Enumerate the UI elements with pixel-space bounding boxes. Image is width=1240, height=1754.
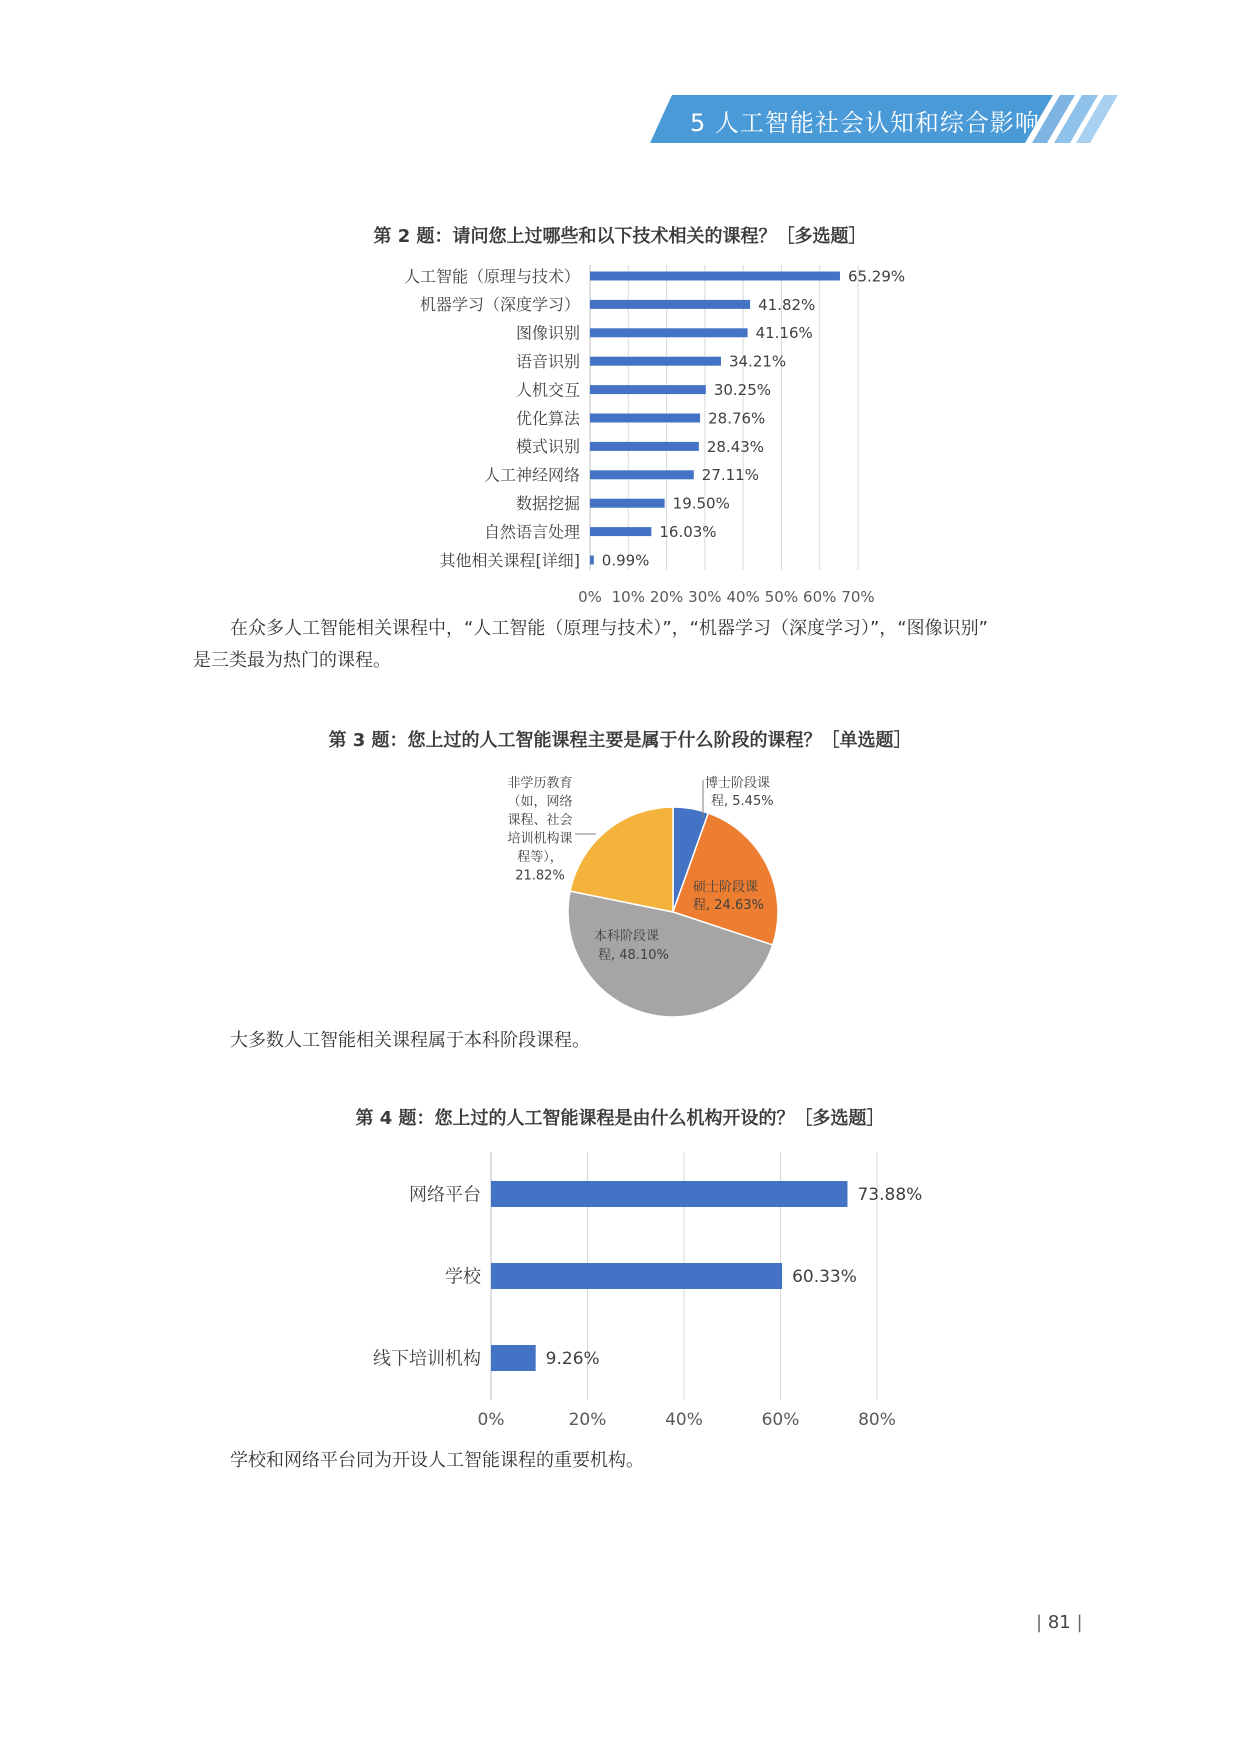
chart1-value-label: 27.11% [701,466,759,485]
chart1-value-label: 0.99% [601,551,650,570]
pie-label-nondegree-line: 21.82% [515,868,565,884]
chart1-category-label: 模式识别 [515,437,580,457]
chart3-category-label: 线下培训机构 [373,1348,481,1370]
chart1-tick-label: 10% [611,588,645,606]
page-number-right-bar: | [1076,1612,1083,1633]
chart3-category-label: 网络平台 [409,1184,481,1206]
chart1-tick-label: 0% [578,588,602,606]
chart1-title: 第 2 题：请问您上过哪些和以下技术相关的课程？［多选题］ [373,226,867,247]
pie-label-master-2: 程, 24.63% [693,898,764,913]
chart3-bar [491,1345,536,1371]
chart1-value-label: 28.76% [708,409,766,428]
page-number-left-bar: | [1036,1612,1043,1633]
chart1-category-label: 人机交互 [515,380,580,400]
chart3-title: 第 4 题：您上过的人工智能课程是由什么机构开设的？［多选题］ [355,1108,885,1129]
chart2-title: 第 3 题：您上过的人工智能课程主要是属于什么阶段的课程？［单选题］ [328,730,912,751]
chart3-bar [491,1263,782,1289]
pie-label-nondegree-line: 课程、社会 [507,813,573,828]
pie-label-bachelor-1: 本科阶段课 [594,929,660,944]
chart1-tick-label: 20% [649,588,684,606]
chart3-bar [491,1181,847,1207]
chart1-value-label: 30.25% [713,381,772,399]
chart1-tick-label: 50% [764,588,799,606]
chart3-tick-label: 0% [477,1410,505,1430]
pie-label-phd-1: 博士阶段课 [705,776,771,791]
chart3-value-label: 60.33% [792,1267,857,1288]
section-title: 5 人工智能社会认知和综合影响 [690,109,1040,137]
chart1-category-label: 人工智能（原理与技术） [403,266,580,286]
page-number-value: 81 [1047,1612,1071,1633]
chart1-tick-label: 70% [841,588,875,606]
chart1-value-label: 41.16% [755,324,813,343]
chart1-category-label: 图像识别 [515,323,580,343]
pie-label-phd-2: 程, 5.45% [711,794,774,809]
paragraph-3: 学校和网络平台同为开设人工智能课程的重要机构。 [230,1450,644,1471]
chart1-value-label: 41.82% [758,295,816,314]
chart1-tick-label: 60% [803,588,837,606]
pie-label-nondegree-line: 程等）， [517,850,563,865]
chart3-tick-label: 20% [568,1410,607,1430]
chart1-category-label: 机器学习（深度学习） [419,295,580,315]
paragraph-1-line-1: 在众多人工智能相关课程中，“人工智能（原理与技术）”，“机器学习（深度学习）”，“图像识别” [230,618,988,639]
page-number [1036,1612,1083,1633]
chart3-tick-label: 40% [665,1410,703,1430]
chart1-value-label: 16.03% [659,523,717,541]
chart3-tick-label: 80% [858,1410,896,1430]
pie-label-nondegree-line: （如，网络 [507,794,573,810]
pie-label-nondegree-line: 非学历教育 [507,776,573,791]
chart3-category-label: 学校 [445,1266,481,1288]
chart1-category-label: 优化算法 [515,408,580,428]
chart1-value-label: 65.29% [847,267,906,286]
pie-label-master-1: 硕士阶段课 [693,880,759,895]
chart3-tick-label: 60% [761,1410,800,1430]
chart1-tick-label: 30% [688,588,722,606]
paragraph-1-line-2: 是三类最为热门的课程。 [193,650,391,671]
chart1-category-label: 数据挖掘 [515,493,580,513]
chart1-value-label: 28.43% [706,437,765,456]
chart1-value-label: 34.21% [728,352,787,371]
chart1-tick-label: 40% [726,588,760,606]
chart1-category-label: 自然语言处理 [483,522,580,542]
chart1-category-label: 其他相关课程[详细] [439,550,580,570]
chart1-category-label: 人工神经网络 [483,465,580,485]
chart3-value-label: 9.26% [545,1349,600,1370]
chart3-value-label: 73.88% [857,1185,923,1206]
pie-label-nondegree-line: 培训机构课 [507,831,573,847]
pie-label-bachelor-2: 程, 48.10% [598,948,669,963]
paragraph-2: 大多数人工智能相关课程属于本科阶段课程。 [230,1030,590,1051]
chart1-category-label: 语音识别 [515,351,580,371]
chart1-value-label: 19.50% [672,494,730,513]
